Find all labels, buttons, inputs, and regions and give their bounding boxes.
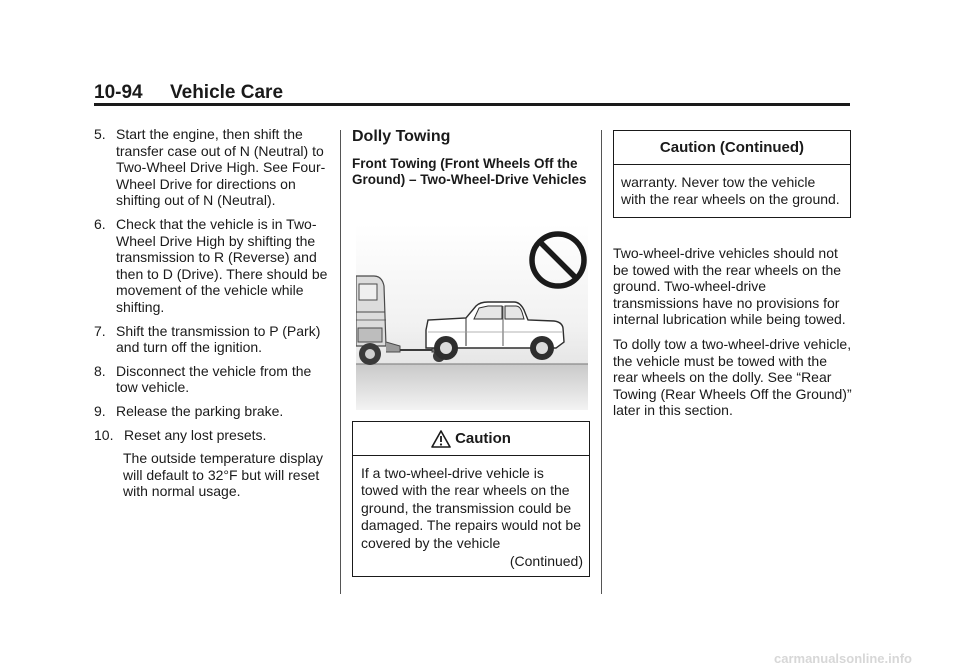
step-text: Reset any lost presets. [124,426,267,443]
subsection-heading: Front Towing (Front Wheels Off the Ground) – Two-Wheel-Drive Vehicles [352,156,587,187]
right-column-text [613,245,853,427]
header-rule [94,103,850,106]
caution-body: warranty. Never tow the vehicle with the rear wheels on the ground. [621,174,840,208]
footer-watermark: carmanualsonline.info [774,651,912,666]
caution-body [353,456,589,576]
step-number: 10. [94,426,114,443]
caution-heading: Caution (Continued) [614,131,850,165]
step-number: 8. [94,362,106,379]
step-item [94,403,330,420]
continued-label: (Continued) [509,553,583,570]
section-heading: Dolly Towing [352,128,451,145]
caution-heading [353,422,589,456]
page-number: 10-94 [94,82,143,103]
caution-box [352,421,590,577]
step-number: 9. [94,402,106,419]
section-title: Vehicle Care [170,82,284,103]
step-item [94,427,330,444]
step-number: 6. [94,215,106,232]
step-item [94,216,330,316]
step-text: Disconnect the vehicle from the tow vehicle. [116,362,312,396]
step-text: Shift the transmission to P (Park) and turn off the ignition. [116,322,321,356]
step-text: Release the parking brake. [116,402,284,419]
towing-illustration [356,224,588,410]
step-item [94,323,330,356]
warning-icon [431,430,451,448]
step-number: 5. [94,126,106,142]
caution-box-continued [613,130,851,218]
dolly-section [352,128,592,188]
step-note: The outside temperature display will default to 32°F but will reset with normal usage. [123,450,323,500]
step-text: Start the engine, then shift the transfer case out of N (Neutral) to Two-Wheel Drive High. See Four-Wheel Drive for directions on shifting out of N (Neutral). [116,126,326,209]
steps-column [94,126,330,500]
caution-heading-text: Caution [455,430,511,447]
step-text: Check that the vehicle is in Two-Wheel Drive High by shifting the transmission to R (Reverse) and then to D (Drive). There should be movement of the vehicle while shifting. [116,215,328,315]
step-item [94,126,330,209]
column-divider [601,130,602,594]
column-divider [340,130,341,594]
step-number: 7. [94,322,106,339]
paragraph: To dolly tow a two-wheel-drive vehicle, the vehicle must be towed with the rear wheels on the dolly. See “Rear Towing (Rear Wheels Off the Ground)” later in this section. [613,335,852,419]
paragraph: Two-wheel-drive vehicles should not be towed with the rear wheels on the ground. Two-wheel-drive transmissions have no provisions for internal lubrication while being towed. [613,245,846,328]
step-item [94,363,330,396]
caution-text: If a two-wheel-drive vehicle is towed with the rear wheels on the ground, the transmission could be damaged. The repairs would not be covered by the vehicle [361,465,581,551]
